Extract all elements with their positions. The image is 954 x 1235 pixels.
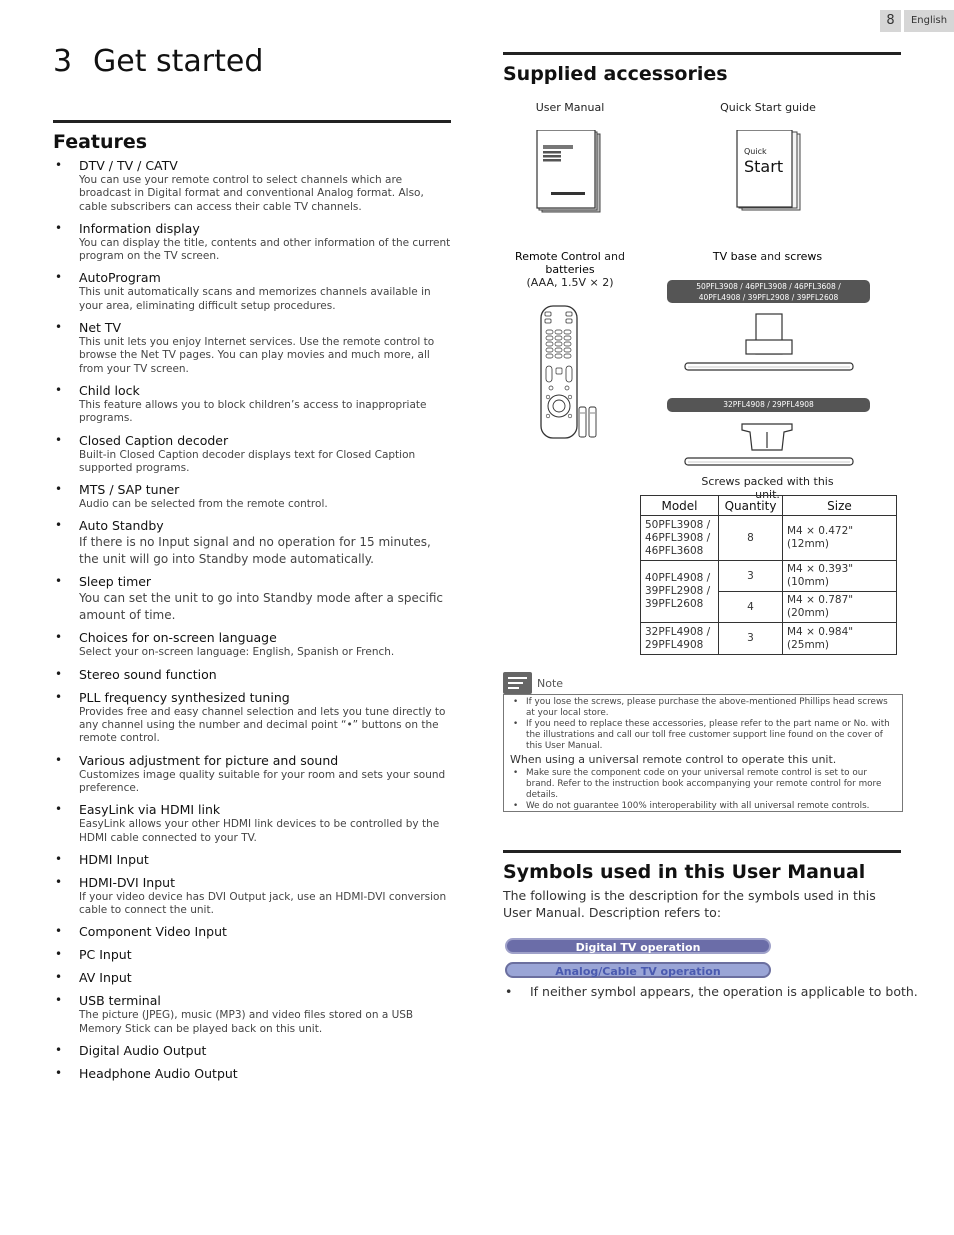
size-cell: M4 × 0.472"(12mm): [783, 516, 897, 561]
quantity-cell: 4: [719, 592, 783, 623]
remote-caption-b: batteries: [545, 263, 595, 276]
table-header-quantity: Quantity: [719, 496, 783, 516]
note-list: [510, 697, 896, 752]
feature-item: [53, 221, 453, 264]
models-bar-2: 32PFL4908 / 29PFL4908: [667, 398, 870, 412]
feature-title: • DTV / TV / CATV: [79, 158, 178, 173]
feature-description: You can use your remote control to select channels which are broadcast in Digital format and conventional Analog format. Also, cable subscribers can access their cable TV channels.: [79, 174, 424, 213]
remote-caption: [505, 250, 635, 289]
quick-start-cover-small: Quick: [744, 147, 767, 156]
feature-description: Select your on-screen language: English, Spanish or French.: [79, 646, 395, 659]
feature-title: • Headphone Audio Output: [79, 1066, 238, 1082]
feature-title: • Auto Standby: [79, 518, 164, 534]
feature-title: • Component Video Input: [79, 924, 227, 940]
remote-caption-c: (AAA, 1.5V × 2): [526, 276, 614, 289]
feature-title: • Choices for on-screen language: [79, 630, 277, 646]
feature-title: • Digital Audio Output: [79, 1043, 207, 1059]
feature-title: • Child lock: [79, 382, 140, 398]
quantity-cell: 8: [719, 516, 783, 561]
features-list: [53, 158, 453, 1089]
tv-base-caption-and: and: [760, 250, 782, 263]
tv-base-caption-a: TV base: [712, 250, 757, 263]
remote-control-illustration: [535, 302, 605, 442]
size-cell: M4 × 0.984"(25mm): [783, 623, 897, 655]
feature-description: Built-in Closed Caption decoder displays text for Closed Caption supported programs.: [79, 448, 416, 474]
table-row: [641, 623, 897, 655]
chapter-title: [53, 44, 263, 79]
feature-item: [53, 970, 453, 986]
feature-item: [53, 482, 453, 511]
feature-title: • Sleep timer: [79, 574, 152, 590]
feature-item: [53, 518, 453, 567]
size-cell: M4 × 0.787"(20mm): [783, 592, 897, 623]
feature-description: The picture (JPEG), music (MP3) and video files stored on a USB Memory Stick can be played back on this unit.: [79, 1009, 414, 1035]
digital-tv-operation-badge: Digital TV operation: [505, 938, 771, 954]
symbols-note: • If neither symbol appears, the operation is applicable to both.: [505, 984, 918, 999]
feature-description: Customizes image quality suitable for your room and sets your sound preference.: [79, 768, 446, 794]
feature-title: • Stereo sound function: [79, 666, 217, 682]
remote-caption-and: and: [604, 250, 625, 263]
feature-item: [53, 574, 453, 623]
feature-title: • PLL frequency synthesized tuning: [79, 689, 290, 705]
feature-title: • AV Input: [79, 970, 132, 986]
feature-description: You can display the title, contents and other information of the current program on the TV screen.: [79, 236, 451, 263]
feature-item: [53, 993, 453, 1036]
feature-item: [53, 630, 453, 659]
symbols-note-text: If neither symbol appears, the operation is applicable to both.: [530, 984, 918, 999]
feature-title: • AutoProgram: [79, 270, 161, 286]
feature-title: • EasyLink via HDMI link: [79, 802, 221, 818]
table-row: [641, 561, 897, 592]
screws-table: [640, 495, 897, 655]
feature-item: [53, 320, 453, 376]
feature-item: [53, 433, 453, 476]
feature-item: [53, 667, 453, 683]
feature-item: [53, 383, 453, 426]
note-subheading: When using a universal remote control to operate this unit.: [510, 753, 837, 766]
models-bar-1-line-b: 40PFL4908 / 39PFL2908 / 39PFL2608: [698, 293, 839, 302]
feature-title: • HDMI Input: [79, 851, 149, 867]
chapter-title-text: Get started: [93, 44, 264, 79]
user-manual-illustration: [536, 130, 602, 214]
symbols-intro: The following is the description for the symbols used in this User Manual. Description refers to:: [503, 888, 876, 920]
screws-caption: Screws packed with this unit.: [701, 475, 834, 501]
model-cell: 32PFL4908 / 29PFL4908: [641, 623, 719, 655]
feature-item: [53, 924, 453, 940]
page-number: 8: [880, 10, 901, 32]
feature-description: If your video device has DVI Output jack, use an HDMI-DVI conversion cable to connect the unit.: [79, 890, 447, 917]
model-cell: 50PFL3908 / 46PFL3908 / 46PFL3608: [641, 516, 719, 561]
tv-base-large-illustration: [680, 312, 860, 374]
feature-description: Provides free and easy channel selection and lets you tune directly to any channel using the number and decimal point “•” buttons on the remote control.: [79, 705, 446, 745]
note-item: • If you lose the screws, please purchase the above-mentioned Phillips head screws at your local store.: [510, 697, 896, 719]
feature-item: [53, 852, 453, 868]
page-language: English: [904, 10, 954, 32]
feature-title: • Closed Caption decoder: [79, 432, 229, 448]
tv-base-caption-b: screws: [784, 250, 823, 263]
feature-item: [53, 802, 453, 845]
feature-title: • MTS / SAP tuner: [79, 482, 180, 498]
feature-description: You can set the unit to go into Standby mode after a specific amount of time.: [79, 591, 444, 622]
quick-start-caption: Quick Start guide: [720, 101, 816, 114]
note-icon: [503, 672, 532, 694]
table-row: [641, 516, 897, 561]
feature-description: Audio can be selected from the remote control.: [79, 498, 328, 511]
feature-item: [53, 1066, 453, 1082]
table-header-size: Size: [783, 496, 897, 516]
models-bar-1: [667, 280, 870, 303]
feature-item: [53, 1043, 453, 1059]
feature-item: [53, 875, 453, 918]
note-label: Note: [537, 676, 564, 690]
feature-item: [53, 158, 453, 214]
analog-cable-tv-operation-badge: Analog/Cable TV operation: [505, 962, 771, 978]
note-item: • We do not guarantee 100% interoperability with all universal remote controls.: [510, 801, 896, 812]
size-cell: M4 × 0.393"(10mm): [783, 561, 897, 592]
feature-title: • Information display: [79, 220, 200, 236]
feature-description: This feature allows you to block children’s access to inappropriate programs.: [79, 398, 427, 425]
feature-item: [53, 690, 453, 746]
feature-item: [53, 753, 453, 796]
note-item: • If you need to replace these accessories, please refer to the part name or No. with the illustrations and call our toll free customer support line found on the cover of this User Manual.: [510, 719, 896, 752]
quick-start-cover-big: Start: [744, 157, 784, 176]
feature-title: • HDMI-DVI Input: [79, 874, 175, 890]
features-heading: Features: [53, 120, 451, 153]
supplied-accessories-heading: Supplied accessories: [503, 52, 901, 85]
feature-item: [53, 270, 453, 313]
feature-title: • USB terminal: [79, 993, 161, 1009]
feature-description: This unit lets you enjoy Internet services. Use the remote control to browse the Net TV pages. You can play movies and much more, all from your TV screen.: [79, 336, 435, 375]
model-cell: 40PFL4908 / 39PFL2908 / 39PFL2608: [641, 561, 719, 623]
models-bar-1-line-a: 50PFL3908 / 46PFL3908 / 46PFL3608 /: [696, 282, 841, 291]
note-header: [503, 672, 563, 694]
feature-title: • Various adjustment for picture and sound: [79, 752, 339, 768]
quantity-cell: 3: [719, 623, 783, 655]
feature-description: This unit automatically scans and memorizes channels available in your area, eliminating difficult setup procedures.: [79, 286, 431, 312]
remote-caption-a: Remote Control: [515, 250, 601, 263]
tv-base-caption: [690, 250, 845, 263]
table-header-model: Model: [641, 496, 719, 516]
user-manual-caption: User Manual: [535, 101, 605, 114]
symbols-heading: Symbols used in this User Manual: [503, 850, 901, 883]
feature-description: EasyLink allows your other HDMI link devices to be controlled by the HDMI cable connected to your TV.: [79, 818, 440, 844]
note-item: • Make sure the component code on your universal remote control is set to our brand. Refer to the instruction book accompanying your remote control for more details.: [510, 768, 896, 801]
feature-item: [53, 947, 453, 963]
feature-description: If there is no Input signal and no operation for 15 minutes, the unit will go into Standby mode automatically.: [79, 535, 431, 566]
feature-title: • Net TV: [79, 320, 122, 336]
note-box: [503, 694, 903, 812]
note-list: [510, 768, 896, 812]
tv-base-small-illustration: [680, 420, 860, 470]
quantity-cell: 3: [719, 561, 783, 592]
chapter-number: 3: [53, 44, 73, 79]
feature-title: • PC Input: [79, 947, 132, 963]
